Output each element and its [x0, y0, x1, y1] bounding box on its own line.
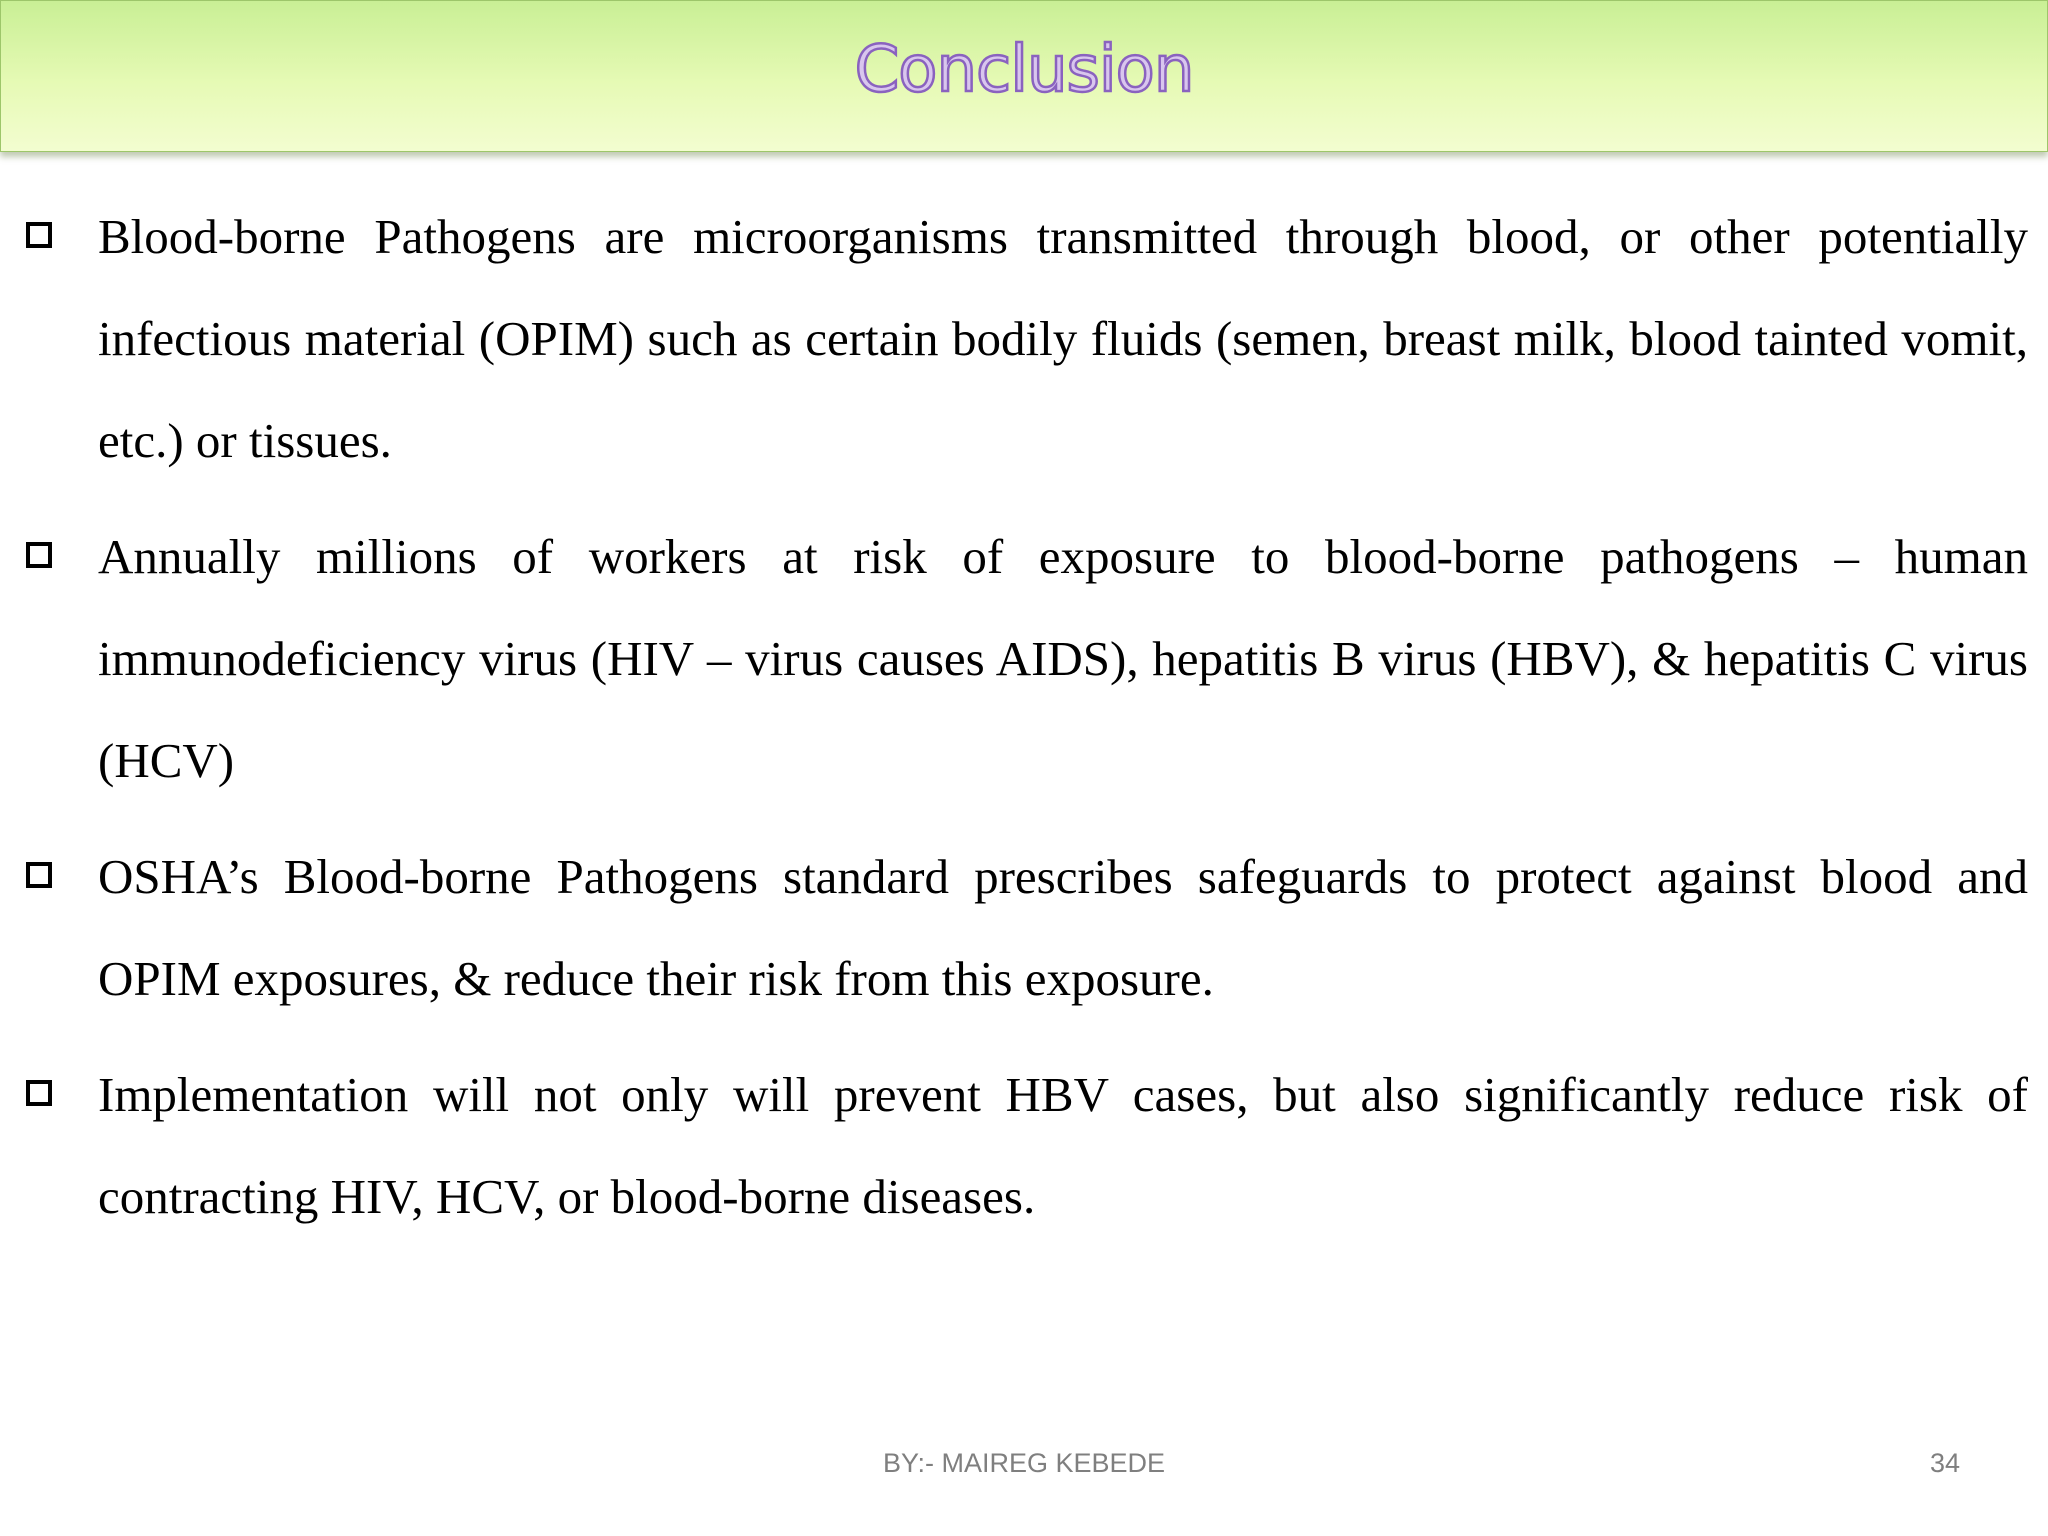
checkbox-square-icon	[26, 862, 52, 888]
checkbox-square-icon	[26, 222, 52, 248]
checkbox-square-icon	[26, 542, 52, 568]
checkbox-square-icon	[26, 1080, 52, 1106]
footer-author: BY:- MAIREG KEBEDE	[882, 1448, 1166, 1478]
bullet-text: Annually millions of workers at risk of exposure to blood-borne pathogens – human immunodeficiency virus (HIV – virus causes AIDS), hepatitis B virus (HBV), & hepatitis C virus (HCV)	[98, 529, 2028, 788]
bullet-item	[24, 506, 2028, 812]
slide-title: Conclusion	[854, 33, 1194, 107]
bullet-text: OSHA’s Blood-borne Pathogens standard prescribes safeguards to protect against blood and OPIM exposures, & reduce their risk from this exposure.	[98, 849, 2028, 1006]
page-number: 34	[1929, 1448, 1960, 1478]
bullet-list	[24, 186, 2028, 1262]
bullet-text: Blood-borne Pathogens are microorganisms transmitted through blood, or other potentially infectious material (OPIM) such as certain bodily fluids (semen, breast milk, blood tainted vomit, etc.) or tissues.	[98, 209, 2028, 468]
bullet-item	[24, 186, 2028, 492]
bullet-item	[24, 826, 2028, 1030]
bullet-item	[24, 1044, 2028, 1248]
bullet-text: Implementation will not only will prevent HBV cases, but also significantly reduce risk of contracting HIV, HCV, or blood-borne diseases.	[98, 1067, 2028, 1224]
